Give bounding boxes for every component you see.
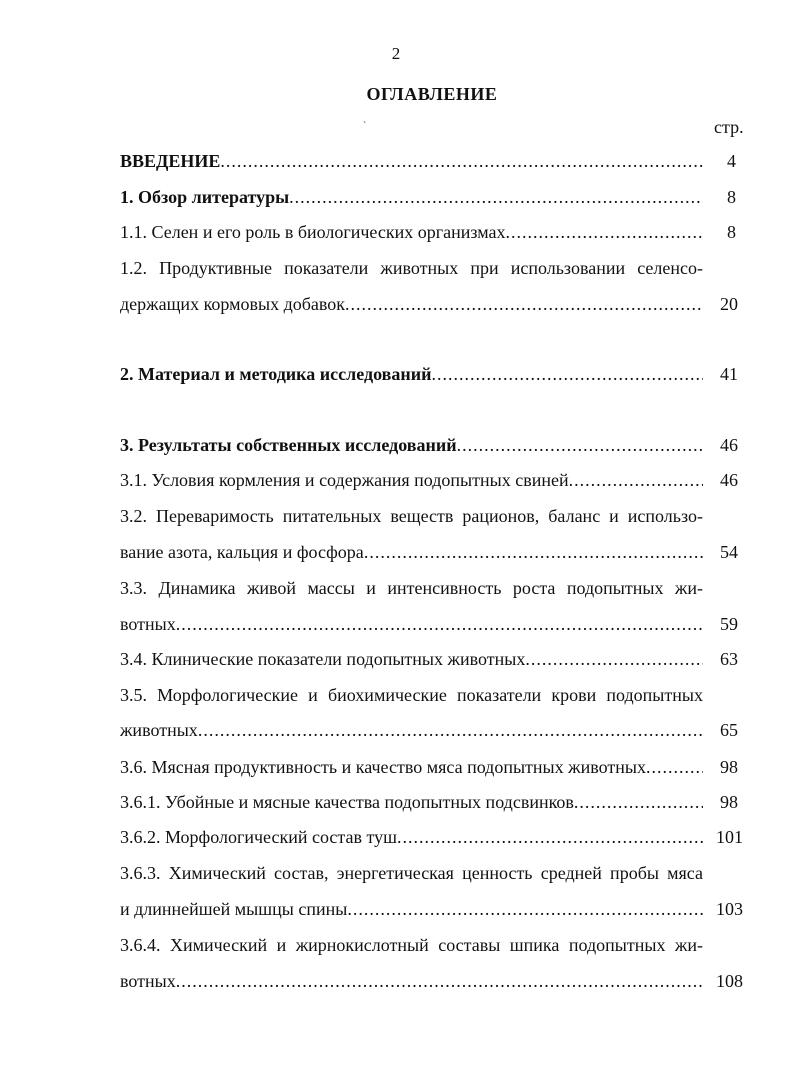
toc-entry-section-1-2-line1: 1.2. Продуктивные показатели животных при использовании селенсо- [120,258,703,278]
toc-entry-page: 103 [716,899,743,919]
toc-entry-page: 63 [720,649,738,669]
dot-leader [176,614,703,635]
toc-entry-introduction [120,151,703,172]
toc-entry-label: 3.6.2. Морфологический состав туш [120,827,397,847]
toc-entry-label: ВВЕДЕНИЕ [120,151,221,171]
dot-leader [220,151,703,172]
dot-leader [347,899,703,920]
dot-leader [525,649,703,670]
page-title: ОГЛАВЛЕНИЕ [366,84,498,104]
dot-leader [569,470,703,491]
page-number: 2 [391,44,401,63]
toc-entry-label: 3.1. Условия кормления и содержания подопытных свиней [120,470,569,490]
toc-entry-section-1-2 [120,294,703,315]
toc-entry-label: животных [120,720,198,740]
dot-leader [431,364,703,385]
toc-entry-page: 8 [727,187,736,207]
toc-entry-page: 59 [720,614,738,634]
toc-entry-page: 65 [720,720,738,740]
toc-entry-section-3 [120,435,703,456]
toc-entry-label: 3.6. Мясная продуктивность и качество мяса подопытных животных [120,757,646,777]
dot-leader [646,757,703,778]
toc-entry-section-3-5-line1: 3.5. Морфологические и биохимические показатели крови подопытных [120,685,703,705]
toc-entry-section-1 [120,187,703,208]
toc-entry-section-3-6-1 [120,792,703,813]
toc-entry-page: 4 [727,151,736,171]
toc-entry-section-3-6 [120,757,703,778]
toc-entry-page: 41 [720,364,738,384]
toc-entry-page: 20 [720,294,738,314]
toc-entry-section-3-2 [120,542,703,563]
toc-entry-page: 54 [720,542,738,562]
toc-entry-label: вотных [120,614,176,634]
toc-entry-section-1-1 [120,222,703,243]
toc-entry-label: вание азота, кальция и фосфора [120,542,364,562]
toc-entry-section-3-1 [120,470,703,491]
toc-entry-page: 98 [720,757,738,777]
dot-leader [506,222,704,243]
toc-entry-label: и длиннейшей мышцы спины [120,899,348,919]
toc-entry-label: 1. Обзор литературы [120,187,290,207]
toc-entry-section-3-3 [120,614,703,635]
toc-entry-label: держащих кормовых добавок [120,294,346,314]
dot-leader [364,542,703,563]
pages-column-header: стр. [714,117,744,137]
dot-leader [574,792,703,813]
toc-entry-label: вотных [120,971,176,991]
toc-entry-section-3-6-3-line1: 3.6.3. Химический состав, энергетическая ценность средней пробы мяса [120,863,703,883]
toc-entry-section-3-5 [120,720,703,741]
dot-leader [176,971,703,992]
toc-entry-section-3-6-4-line1: 3.6.4. Химический и жирнокислотный составы шпика подопытных жи- [120,935,703,955]
scan-speck: ` [363,121,367,132]
toc-entry-section-3-3-line1: 3.3. Динамика живой массы и интенсивность роста подопытных жи- [120,578,703,598]
dot-leader [397,827,703,848]
toc-entry-page: 101 [716,827,743,847]
toc-entry-label: 1.1. Селен и его роль в биологических организмах [120,222,506,242]
dot-leader [457,435,703,456]
toc-entry-section-3-6-3 [120,899,703,920]
toc-entry-label: 3.4. Клинические показатели подопытных животных [120,649,526,669]
toc-entry-label: 2. Материал и методика исследований [120,364,432,384]
dot-leader [345,294,703,315]
toc-entry-label: 3. Результаты собственных исследований [120,435,457,455]
toc-entry-section-3-4 [120,649,703,670]
toc-entry-page: 98 [720,792,738,812]
toc-entry-page: 46 [720,470,738,490]
toc-entry-page: 8 [727,222,736,242]
toc-entry-section-2 [120,364,703,385]
toc-entry-section-3-6-4 [120,971,703,992]
toc-entry-section-3-6-2 [120,827,703,848]
dot-leader [198,720,703,741]
toc-entry-label: 3.6.1. Убойные и мясные качества подопытных подсвинков [120,792,574,812]
toc-entry-section-3-2-line1: 3.2. Переваримость питательных веществ рационов, баланс и использо- [120,506,703,526]
toc-entry-page: 46 [720,435,738,455]
dot-leader [289,187,703,208]
toc-entry-page: 108 [716,971,743,991]
